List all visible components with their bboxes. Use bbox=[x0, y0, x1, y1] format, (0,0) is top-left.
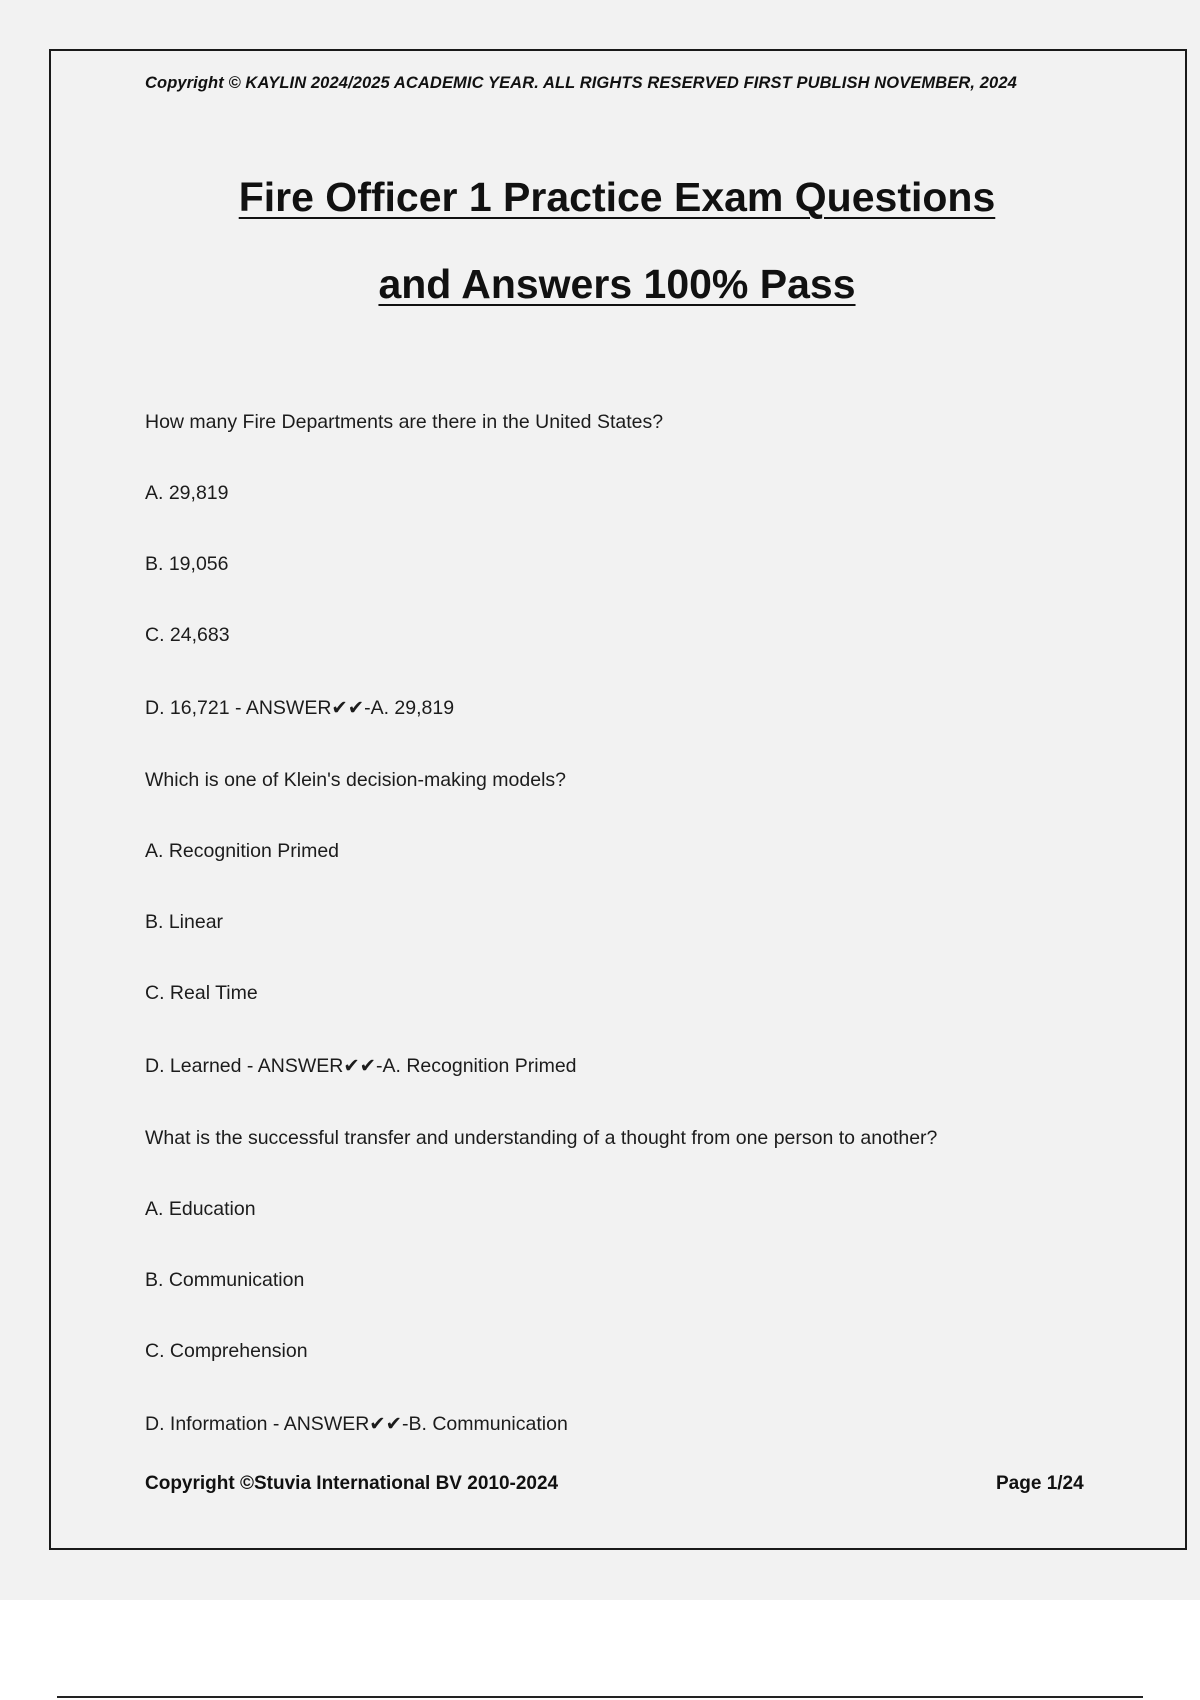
question-1-option-b: B. 19,056 bbox=[145, 553, 229, 575]
question-2-option-b: B. Linear bbox=[145, 911, 224, 933]
question-2-option-c: C. Real Time bbox=[145, 982, 258, 1004]
question-3-option-d-answer: D. Information - ANSWER✔✔-B. Communication bbox=[145, 1413, 568, 1435]
question-2-option-d-answer: D. Learned - ANSWER✔✔-A. Recognition Primed bbox=[145, 1055, 577, 1077]
question-1: How many Fire Departments are there in the United States? bbox=[145, 411, 664, 433]
title-line-1: Fire Officer 1 Practice Exam Questions bbox=[238, 174, 996, 220]
page-number: Page 1/24 bbox=[996, 1473, 1084, 1494]
header-copyright: Copyright © KAYLIN 2024/2025 ACADEMIC YEAR. ALL RIGHTS RESERVED FIRST PUBLISH NOVEMBER, 2024 bbox=[145, 74, 1017, 92]
footer-copyright: Copyright ©Stuvia International BV 2010-2024 bbox=[145, 1473, 559, 1494]
next-page-rule bbox=[57, 1696, 1143, 1698]
question-1-option-a: A. 29,819 bbox=[145, 482, 229, 504]
question-2-option-a: A. Recognition Primed bbox=[145, 840, 340, 862]
question-3-option-a: A. Education bbox=[145, 1198, 256, 1220]
question-1-option-d-answer: D. 16,721 - ANSWER✔✔-A. 29,819 bbox=[145, 697, 455, 719]
question-1-option-c: C. 24,683 bbox=[145, 624, 230, 646]
question-3: What is the successful transfer and understanding of a thought from one person to another? bbox=[145, 1127, 938, 1149]
question-3-option-c: C. Comprehension bbox=[145, 1340, 308, 1362]
title-line-2: and Answers 100% Pass bbox=[378, 261, 856, 307]
question-3-option-b: B. Communication bbox=[145, 1269, 305, 1291]
question-2: Which is one of Klein's decision-making models? bbox=[145, 769, 567, 791]
